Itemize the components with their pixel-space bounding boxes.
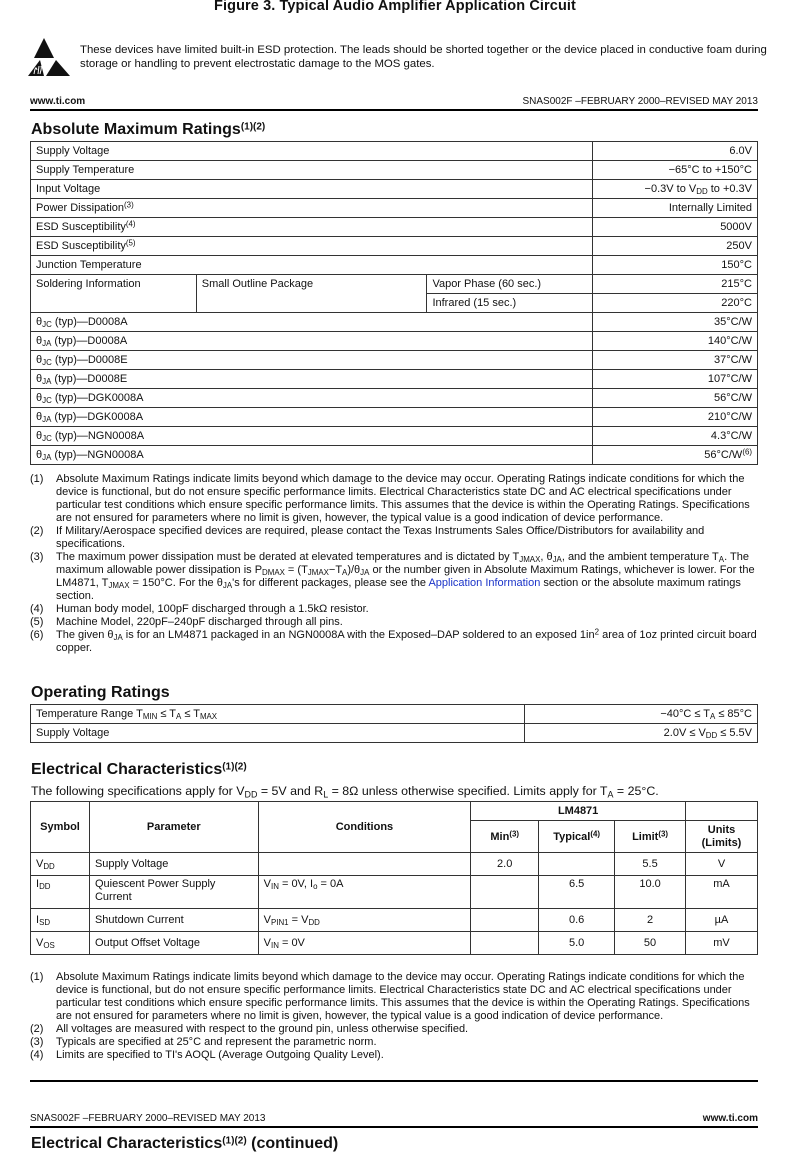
document-revision: SNAS002F –FEBRUARY 2000–REVISED MAY 2013 [30,1113,266,1124]
table-row: Soldering Information Small Outline Package Vapor Phase (60 sec.) 215°C [31,275,758,294]
electrical-footnotes [30,971,758,1062]
table-row: ESD Susceptibility$^{(5)}$ 250V [31,237,758,256]
electrical-characteristics-table [30,801,758,955]
electrical-characteristics-title: Electrical Characteristics$^{(1)(2)}$ [31,761,247,778]
footnote: (4) Human body model, 100pF discharged through a 1.5kΩ resistor. [30,603,369,615]
esd-notice-text: These devices have limited built-in ESD protection. The leads should be shorted together or the device placed in conductive foam during storage or handling to prevent electrostatic damage to the MOS gates. [80,44,767,70]
table-row: $\theta_{JC}$ (typ)—D0008A 35°C/W [31,313,758,332]
electrical-continued-title: Electrical Characteristics$^{(1)(2)}$ (continued) [31,1135,339,1152]
table-row: $\theta_{JC}$ (typ)—D0008E 37°C/W [31,351,758,370]
table-row: $\theta_{JA}$ (typ)—NGN0008A $56^\circ C/W^{(6)}$ [31,446,758,465]
table-row: $I_{DD}$ Quiescent Power Supply Current $V_{IN} = 0V$, $I_o = 0A$ 6.5 10.0 mA [31,876,758,909]
document-revision: SNAS002F –FEBRUARY 2000–REVISED MAY 2013 [522,96,758,107]
table-row: Temperature Range $T_{MIN} \le T_A \le T_{MAX}$ $-40^\circ C \le T_A \le 85^\circ C$ [31,705,758,724]
header-rule [30,109,758,111]
footnote: (3) Typicals are specified at 25°C and represent the parametric norm. [30,1036,377,1048]
table-row: Supply Temperature −65°C to +150°C [31,161,758,180]
operating-ratings-table [30,704,758,743]
table-row: $\theta_{JC}$ (typ)—NGN0008A 4.3°C/W [31,427,758,446]
table-row: Infrared (15 sec.) 220°C [31,294,758,313]
footnote: (1) Absolute Maximum Ratings indicate limits beyond which damage to the device may occur. Operating Ratings indicate conditions for which the device is functional, but do not ensure specific performance limits. Electrical Characteristics state DC and AC electrical specifications under particular test conditions which ensure specific performance limits. This assumes that the device is within the Operating Ratings. Specifications are not ensured for parameters where no limit is given, however, the typical value is a good indication of device performance. [30,971,750,1022]
site-link[interactable]: www.ti.com [30,96,86,107]
table-row: $\theta_{JA}$ (typ)—D0008A 140°C/W [31,332,758,351]
table-row: Power Dissipation$^{(3)}$ Internally Limited [31,199,758,218]
footnote: (5) Machine Model, 220pF–240pF discharged through all pins. [30,616,343,628]
table-row: Supply Voltage 6.0V [31,142,758,161]
electrical-intro: The following specifications apply for $V_{DD} = 5V$ and $R_L = 8\Omega$ unless otherwise specified. Limits apply for $T_A = 25^\circ C$. [31,784,659,800]
table-row: Junction Temperature 150°C [31,256,758,275]
next-page-header [30,1113,758,1125]
table-row: Input Voltage −0.3V to $V_{DD}$ to +0.3V [31,180,758,199]
esd-warning-icon [26,36,70,78]
footnote: (4) Limits are specified to TI's AOQL (Average Outgoing Quality Level). [30,1049,384,1061]
operating-ratings-title: Operating Ratings [31,684,170,701]
col-parameter: Parameter [89,802,258,853]
next-header-rule [30,1126,758,1128]
footnote: (2) All voltages are measured with respect to the ground pin, unless otherwise specified. [30,1023,469,1035]
abs-max-table [30,141,758,465]
footnote: (1) Absolute Maximum Ratings indicate limits beyond which damage to the device may occur. Operating Ratings indicate conditions for which the device is functional, but do not ensure specific performance limits. Electrical Characteristics state DC and AC electrical specifications under particular test conditions which ensure specific performance limits. This assumes that the device is within the Operating Ratings. Specifications are not ensured for parameters where no limit is given, however, the typical value is a good indication of device performance. [30,473,750,524]
footnote: (2) If Military/Aerospace specified devices are required, please contact the Texas Instruments Sales Office/Distributors for availability and specifications. [30,525,705,550]
figure-title: Figure 3. Typical Audio Amplifier Application Circuit [214,0,576,14]
table-row: ESD Susceptibility$^{(4)}$ 5000V [31,218,758,237]
site-link[interactable]: www.ti.com [702,1113,758,1124]
page-bottom-rule [30,1080,758,1082]
col-typical: Typical$^{(4)}$ [539,821,615,853]
footnote: (6) The given $\theta_{JA}$ is for an LM4871 packaged in an NGN0008A with the Exposed–DAP soldered to an exposed $1in^2$ area of 1oz printed circuit board copper. [30,627,757,654]
col-min: Min$^{(3)}$ [471,821,539,853]
table-row: $I_{SD}$ Shutdown Current $V_{PIN1} = V_{DD}$ 0.6 2 µA [31,909,758,932]
table-row: $\theta_{JA}$ (typ)—D0008E 107°C/W [31,370,758,389]
col-limit: Limit$^{(3)}$ [615,821,686,853]
abs-max-footnotes [30,473,758,655]
table-row: $V_{DD}$ Supply Voltage 2.0 5.5 V [31,853,758,876]
table-row: Supply Voltage $2.0V \le V_{DD} \le 5.5V$ [31,724,758,743]
table-row: $V_{OS}$ Output Offset Voltage $V_{IN} = 0V$ 5.0 50 mV [31,932,758,955]
col-group-lm4871: LM4871 [471,802,686,821]
application-information-link[interactable]: Application Information [428,577,541,589]
footnote: (3) The maximum power dissipation must be derated at elevated temperatures and is dictated by $T_{JMAX}$, $\theta_{JA}$, and the ambient temperature $T_A$. The maximum allowable power dissipation is $P_{DMAX} = (T_{JMAX}-T_A)/\theta_{JA}$ or the number given in Absolute Maximum Ratings, whichever is lower. For the LM4871, $T_{JMAX} = 150^\circ C$. For the $\theta_{JA}'s$ for different packages, please see the Application Information section or the absolute maximum ratings section. [30,551,755,602]
table-row: $\theta_{JA}$ (typ)—DGK0008A 210°C/W [31,408,758,427]
abs-max-title: Absolute Maximum Ratings$^{(1)(2)}$ [31,121,266,138]
col-units: Units (Limits) [686,821,758,853]
col-conditions: Conditions [258,802,471,853]
page-header [30,96,758,108]
table-row: $\theta_{JC}$ (typ)—DGK0008A 56°C/W [31,389,758,408]
col-symbol: Symbol [31,802,90,853]
